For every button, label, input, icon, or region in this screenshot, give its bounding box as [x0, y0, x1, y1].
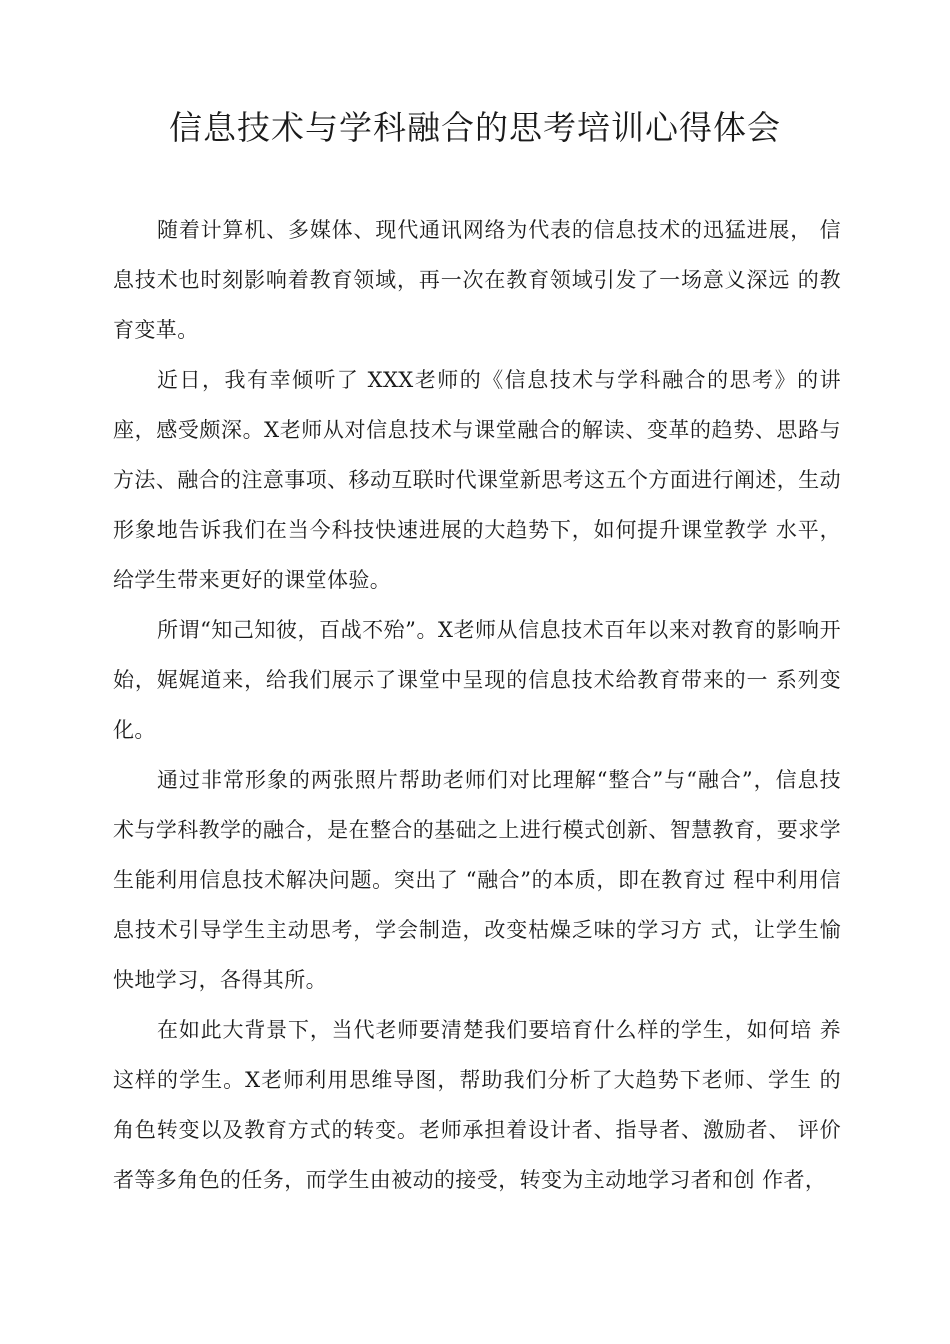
paragraph: 通过非常形象的两张照片帮助老师们对比理解“整合”与“融合”，信息技术与学科教学的融合，是在整合的基础之上进行模式创新、智慧教育，要求学生能利用信息技术解决问题。突出了 “融合”的本质，即在教育过 程中利用信息技术引导学生主动思考，学会制造，改变枯燥乏味的学习方 式，让学生愉快地学习，各得其所。 [113, 768, 841, 992]
paragraph: 近日，我有幸倾听了 XXX老师的《信息技术与学科融合的思考》的讲座，感受颇深。X老师从对信息技术与课堂融合的解读、变革的趋势、思路与方法、融合的注意事项、移动互联时代课堂新思考这五个方面进行阐述，生动形象地告诉我们在当今科技快速进展的大趋势下，如何提升课堂教学 水平，给学生带来更好的课堂体验。 [113, 368, 841, 592]
paragraph: 随着计算机、多媒体、现代通讯网络为代表的信息技术的迅猛进展， 信息技术也时刻影响着教育领域，再一次在教育领域引发了一场意义深远 的教育变革。 [113, 218, 841, 342]
paragraph: 在如此大背景下，当代老师要清楚我们要培育什么样的学生，如何培 养这样的学生。X老师利用思维导图，帮助我们分析了大趋势下老师、学生 的角色转变以及教育方式的转变。老师承担着设计者、指导者、激励者、 评价者等多角色的任务，而学生由被动的接受，转变为主动地学习者和创 作者， [113, 1018, 841, 1192]
document-body [113, 205, 841, 1205]
document-title: 信息技术与学科融合的思考培训心得体会 [169, 108, 781, 147]
paragraph: 所谓“知己知彼，百战不殆”。X老师从信息技术百年以来对教育的影响开始，娓娓道来，给我们展示了课堂中呈现的信息技术给教育带来的一 系列变化。 [113, 618, 841, 742]
